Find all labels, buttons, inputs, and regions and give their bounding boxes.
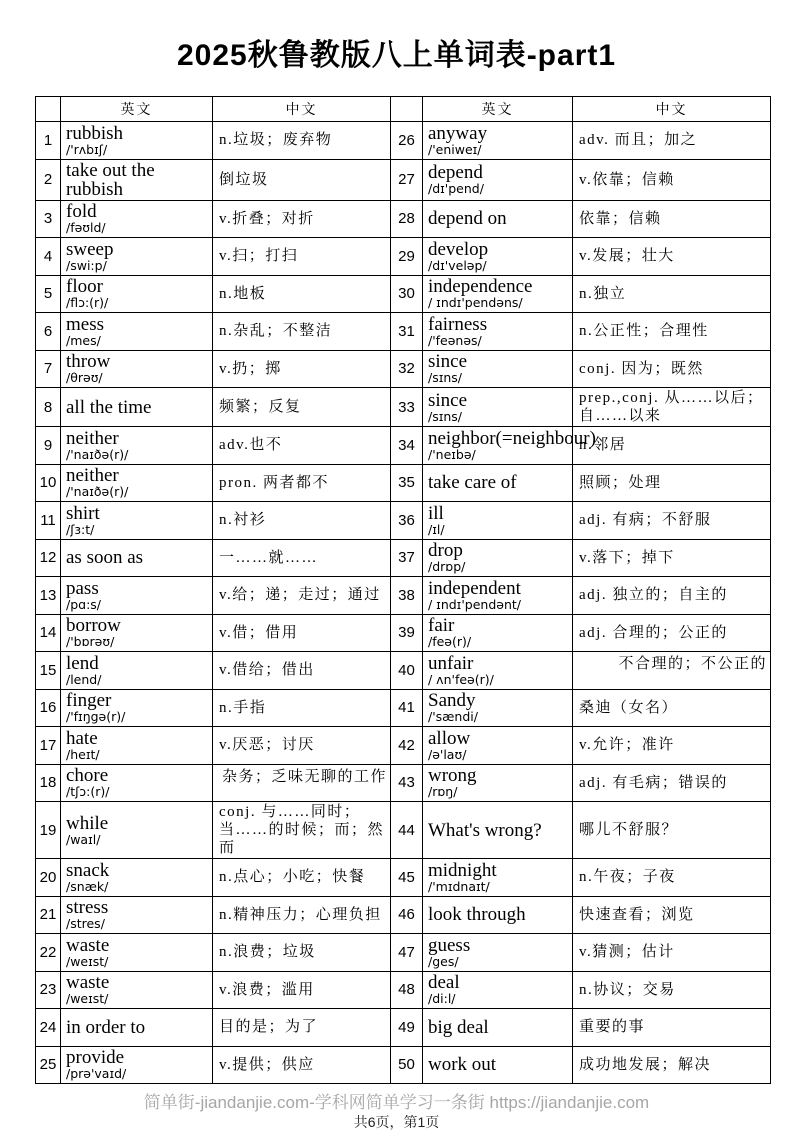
chinese-meaning: v.落下；掉下 [573,539,771,577]
english-word: borrow [66,615,121,637]
phonetic: /lend/ [66,671,102,687]
row-number: 8 [36,388,61,427]
row-number: 49 [391,1009,423,1047]
chinese-meaning: n.协议；交易 [573,971,771,1009]
english-cell [423,859,573,897]
row-number: 41 [391,689,423,727]
row-number: 45 [391,859,423,897]
english-cell [61,464,213,502]
english-word: rubbish [66,122,123,144]
english-word: waste [66,972,110,994]
english-word: Sandy [428,690,476,712]
row-number: 17 [36,727,61,765]
table-row [36,464,771,502]
english-cell [61,350,213,388]
chinese-meaning: 不合理的；不公正的 [573,652,771,690]
english-word: look through [428,904,526,926]
row-number: 23 [36,971,61,1009]
english-word: depend on [428,208,507,230]
row-number: 15 [36,652,61,690]
chinese-meaning: v.依靠；信赖 [573,159,771,200]
english-word: wrong [428,765,477,787]
row-number: 47 [391,934,423,972]
chinese-meaning: n.邻居 [573,427,771,465]
chinese-meaning: 成功地发展；解决 [573,1046,771,1084]
english-word: take care of [428,472,517,494]
english-word: fold [66,201,97,223]
row-number: 37 [391,539,423,577]
chinese-meaning: v.猜测；估计 [573,934,771,972]
chinese-meaning: pron. 两者都不 [213,464,391,502]
english-cell [61,539,213,577]
english-word: allow [428,727,471,749]
chinese-meaning: v.发展；壮大 [573,238,771,276]
phonetic: / ɪndɪ'pendənt/ [428,596,521,612]
row-number: 38 [391,577,423,615]
row-number: 19 [36,802,61,859]
row-number: 26 [391,122,423,160]
english-word: independent [428,577,521,599]
english-word: sweep [66,238,114,260]
phonetic: /heɪt/ [66,746,100,762]
table-row [36,689,771,727]
english-cell [61,502,213,540]
chinese-meaning: 目的是；为了 [213,1009,391,1047]
english-word: develop [428,238,489,260]
chinese-meaning: conj. 因为；既然 [573,350,771,388]
header-blank-left [36,97,61,122]
english-cell [423,122,573,160]
chinese-meaning: v.提供；供应 [213,1046,391,1084]
english-word: lend [66,652,99,674]
table-row [36,859,771,897]
english-word: floor [66,276,103,298]
table-row [36,350,771,388]
english-cell [423,1046,573,1084]
english-cell [61,275,213,313]
english-cell [423,689,573,727]
english-cell [61,238,213,276]
phonetic: /fəʊld/ [66,220,106,236]
row-number: 6 [36,313,61,351]
english-word: unfair [428,652,474,674]
english-word: all the time [66,396,152,418]
english-cell [423,577,573,615]
chinese-meaning: v.允许；准许 [573,727,771,765]
english-cell [423,727,573,765]
english-word: pass [66,577,99,599]
phonetic: / ʌn'feə(r)/ [428,671,494,687]
english-word: since [428,351,468,373]
table-row [36,727,771,765]
phonetic: /ə'laʊ/ [428,746,467,762]
row-number: 42 [391,727,423,765]
row-number: 14 [36,614,61,652]
english-cell [61,200,213,238]
phonetic: /sɪns/ [428,408,463,424]
english-cell [61,122,213,160]
english-cell [423,388,573,427]
chinese-meaning: prep.,conj. 从……以后；自……以来 [573,388,771,427]
table-row [36,652,771,690]
english-cell [61,427,213,465]
english-word: neither [66,427,119,449]
chinese-meaning: adv. 而且；加之 [573,122,771,160]
row-number: 25 [36,1046,61,1084]
english-cell [61,614,213,652]
english-cell [423,464,573,502]
english-cell [423,764,573,802]
english-cell [423,971,573,1009]
row-number: 22 [36,934,61,972]
chinese-meaning: n.点心；小吃；快餐 [213,859,391,897]
row-number: 31 [391,313,423,351]
phonetic: /feə(r)/ [428,634,472,650]
chinese-meaning: n.手指 [213,689,391,727]
english-cell [423,200,573,238]
phonetic: /waɪl/ [66,831,101,847]
english-word: work out [428,1054,497,1076]
row-number: 2 [36,159,61,200]
english-cell [423,652,573,690]
row-number: 30 [391,275,423,313]
chinese-meaning: 重要的事 [573,1009,771,1047]
page-title: 2025秋鲁教版八上单词表-part1 [176,39,617,72]
phonetic: / ɪndɪ'pendəns/ [428,295,523,311]
row-number: 43 [391,764,423,802]
english-word: waste [66,934,110,956]
row-number: 35 [391,464,423,502]
phonetic: /dɪ'veləp/ [428,257,487,273]
english-cell [423,934,573,972]
row-number: 44 [391,802,423,859]
row-number: 28 [391,200,423,238]
english-cell [423,427,596,465]
chinese-meaning: n.午夜；子夜 [573,859,771,897]
row-number: 13 [36,577,61,615]
english-cell [61,689,213,727]
phonetic: /weɪst/ [66,991,109,1007]
table-row [36,539,771,577]
english-word: take out the rubbish [66,159,155,200]
english-word: deal [428,972,460,994]
row-number: 39 [391,614,423,652]
english-word: big deal [428,1016,489,1038]
phonetic: /'mɪdnaɪt/ [428,878,490,894]
english-word: drop [428,540,463,562]
chinese-meaning: 倒垃圾 [213,159,391,200]
phonetic: /di:l/ [428,991,456,1007]
phonetic: /'bɒrəʊ/ [66,634,115,650]
row-number: 32 [391,350,423,388]
table-row [36,313,771,351]
english-cell [61,577,213,615]
row-number: 10 [36,464,61,502]
table-row [36,238,771,276]
english-cell [423,275,573,313]
chinese-meaning: adv.也不 [213,427,391,465]
row-number: 20 [36,859,61,897]
english-cell [423,896,573,934]
header-blank-right [391,97,423,122]
table-row [36,122,771,160]
table-row [36,388,771,427]
english-cell [423,502,573,540]
chinese-meaning: n.浪费；垃圾 [213,934,391,972]
chinese-meaning: v.浪费；滥用 [213,971,391,1009]
phonetic: /'sændi/ [428,709,478,725]
chinese-meaning: 依靠；信赖 [573,200,771,238]
table-row [36,577,771,615]
chinese-meaning: 快速查看；浏览 [573,896,771,934]
phonetic: /tʃɔ:(r)/ [66,784,110,800]
phonetic: /dɪ'pend/ [428,181,484,196]
table-row [36,159,771,200]
chinese-meaning: n.精神压力；心理负担 [213,896,391,934]
english-cell [61,896,213,934]
english-word: neighbor(=neighbour) [428,427,596,449]
phonetic: /ges/ [428,953,459,969]
english-cell [61,802,213,859]
table-row [36,614,771,652]
english-word: depend [428,162,483,183]
english-word: in order to [66,1016,146,1038]
english-cell [61,1009,213,1047]
chinese-meaning: 照顾；处理 [573,464,771,502]
vocab-table [35,96,771,1084]
row-number: 4 [36,238,61,276]
row-number: 50 [391,1046,423,1084]
english-word: What's wrong? [428,819,542,841]
english-word: fairness [428,313,488,335]
chinese-meaning: v.借；借用 [213,614,391,652]
row-number: 12 [36,539,61,577]
chinese-meaning: v.给；递；走过；通过 [213,577,391,615]
row-number: 33 [391,388,423,427]
english-cell [423,159,573,200]
english-word: midnight [428,859,497,881]
phonetic: /flɔ:(r)/ [66,295,109,311]
english-cell [61,727,213,765]
row-number: 46 [391,896,423,934]
table-row [36,802,771,859]
english-cell [423,1009,573,1047]
chinese-meaning: v.厌恶；讨厌 [213,727,391,765]
table-row [36,1046,771,1084]
chinese-meaning: v.折叠；对折 [213,200,391,238]
chinese-meaning: n.衬衫 [213,502,391,540]
english-word: as soon as [66,547,144,569]
chinese-meaning: v.扫；打扫 [213,238,391,276]
phonetic: /prə'vaɪd/ [66,1066,127,1082]
row-number: 7 [36,350,61,388]
english-cell [61,764,213,802]
row-number: 3 [36,200,61,238]
chinese-meaning: adj. 有病；不舒服 [573,502,771,540]
row-number: 16 [36,689,61,727]
english-cell [423,539,573,577]
english-word: since [428,389,468,411]
chinese-meaning: n.地板 [213,275,391,313]
phonetic: /pɑ:s/ [66,596,102,612]
phonetic: /'naɪðə(r)/ [66,446,129,462]
english-cell [423,614,573,652]
table-row [36,764,771,802]
phonetic: /θrəʊ/ [66,370,103,386]
row-number: 1 [36,122,61,160]
english-cell [61,859,213,897]
english-word: throw [66,351,111,373]
phonetic: /'naɪðə(r)/ [66,484,129,500]
chinese-meaning: v.借给；借出 [213,652,391,690]
table-row [36,1009,771,1047]
table-row [36,502,771,540]
phonetic: /swi:p/ [66,257,107,273]
english-word: provide [66,1047,125,1069]
row-number: 11 [36,502,61,540]
row-number: 40 [391,652,423,690]
header-chinese-right: 中文 [573,97,771,122]
page-footer [0,1093,793,1131]
english-word: hate [66,727,98,749]
english-word: while [66,812,109,834]
english-word: ill [428,502,444,524]
row-number: 34 [391,427,423,465]
phonetic: /ʃɜ:t/ [66,521,95,537]
row-number: 5 [36,275,61,313]
table-row [36,275,771,313]
chinese-meaning: adj. 有毛病；错误的 [573,764,771,802]
english-word: mess [66,313,104,335]
table-row [36,934,771,972]
english-cell [61,971,213,1009]
chinese-meaning: adj. 独立的；自主的 [573,577,771,615]
english-cell [61,388,213,427]
phonetic: /drɒp/ [428,559,466,575]
row-number: 29 [391,238,423,276]
phonetic: /'feənəs/ [428,332,482,348]
phonetic: /'rʌbɪʃ/ [66,141,108,157]
english-word: independence [428,276,533,298]
chinese-meaning: 桑迪（女名） [573,689,771,727]
row-number: 24 [36,1009,61,1047]
phonetic: /stres/ [66,916,105,932]
english-cell [61,159,213,200]
chinese-meaning: 哪儿不舒服？ [573,802,771,859]
english-word: snack [66,859,110,881]
phonetic: /'neɪbə/ [428,446,476,462]
phonetic: /snæk/ [66,878,109,894]
english-word: stress [66,897,109,919]
english-cell [423,350,573,388]
row-number: 27 [391,159,423,200]
phonetic: /sɪns/ [428,370,463,386]
chinese-meaning: conj. 与……同时；当……的时候；而；然而 [213,802,391,859]
row-number: 36 [391,502,423,540]
chinese-meaning: n.公正性；合理性 [573,313,771,351]
english-cell [423,802,573,859]
english-cell [61,934,213,972]
header-english-left: 英文 [61,97,213,122]
table-row [36,200,771,238]
header-english-right: 英文 [423,97,573,122]
english-cell [61,1046,213,1084]
footer-site-line: 简单街-jiandanjie.com-学科网简单学习一条街 https://jiandanjie.com [143,1093,650,1112]
english-cell [423,238,573,276]
phonetic: /ɪl/ [428,521,445,537]
phonetic: /'fɪŋgə(r)/ [66,709,126,725]
chinese-meaning: n.独立 [573,275,771,313]
table-row [36,896,771,934]
chinese-meaning: 杂务；乏味无聊的工作 [213,764,391,802]
chinese-meaning: v.扔；掷 [213,350,391,388]
english-cell [61,313,213,351]
header-chinese-left: 中文 [213,97,391,122]
phonetic: /rɒŋ/ [428,784,458,800]
chinese-meaning: 一……就…… [213,539,391,577]
footer-page-line: 共6页，第1页 [353,1114,440,1130]
english-word: shirt [66,502,100,524]
phonetic: /mes/ [66,332,101,348]
english-cell [61,652,213,690]
row-number: 48 [391,971,423,1009]
chinese-meaning: 频繁；反复 [213,388,391,427]
english-word: finger [66,690,112,712]
header-row [36,97,771,122]
chinese-meaning: n.垃圾；废弃物 [213,122,391,160]
table-row [36,971,771,1009]
chinese-meaning: adj. 合理的；公正的 [573,614,771,652]
row-number: 9 [36,427,61,465]
chinese-meaning: n.杂乱；不整洁 [213,313,391,351]
table-row [36,427,771,465]
english-word: chore [66,765,109,787]
english-word: guess [428,934,471,956]
phonetic: /weɪst/ [66,953,109,969]
english-word: anyway [428,122,488,144]
english-word: neither [66,465,119,487]
english-word: fair [428,615,455,637]
vocab-table-body [36,122,771,1084]
row-number: 21 [36,896,61,934]
row-number: 18 [36,764,61,802]
phonetic: /'eniweɪ/ [428,141,482,157]
english-cell [423,313,573,351]
